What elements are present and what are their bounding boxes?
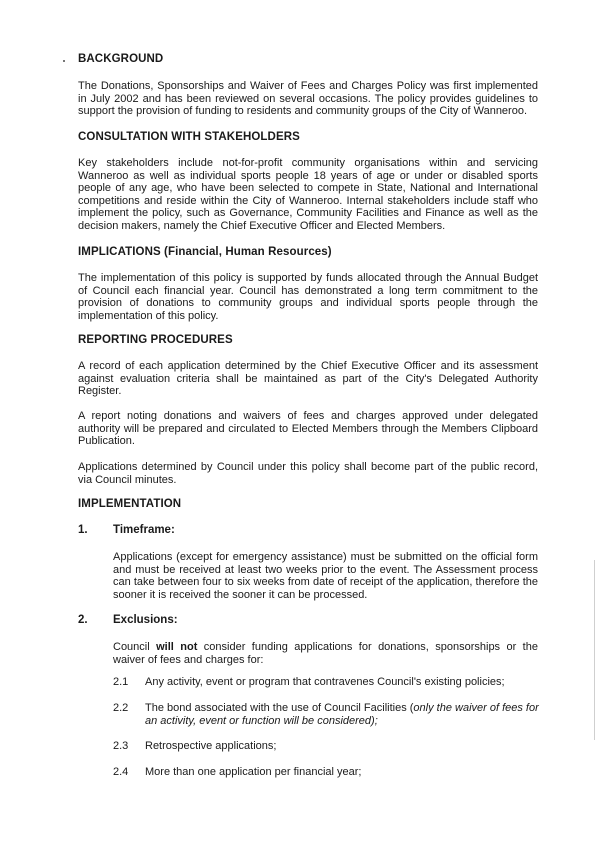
exclusion-text: Any activity, event or program that contravenes Council's existing policies; <box>145 676 505 688</box>
reporting-paragraph-2: A report noting donations and waivers of fees and charges approved under delegated authority will be prepared and circulated to Elected Members through the Members Clipboard Publication. <box>78 410 538 448</box>
exclusion-number: 2.1 <box>113 676 129 688</box>
exclusion-text: More than one application per financial year; <box>145 766 362 778</box>
reporting-paragraph-1: A record of each application determined by the Chief Executive Officer and its assessment against evaluation criteria shall be maintained as part of the City's Delegated Authority Register. <box>78 360 538 398</box>
item-number-exclusions: 2. <box>78 614 88 626</box>
timeframe-text: Applications (except for emergency assistance) must be submitted on the official form and must be received at least two weeks prior to the event. The Assessment process can take between four to six weeks from date of receipt of the application, therefore the sooner it is received the sooner it can be processed. <box>113 551 538 601</box>
section-heading-background: BACKGROUND <box>78 53 164 65</box>
exclusions-intro: Council will not consider funding applications for donations, sponsorships or the waiver of fees and charges for: <box>113 641 538 666</box>
subheading-exclusions: Exclusions: <box>113 614 178 626</box>
scan-mark <box>63 60 65 62</box>
section-heading-implications: IMPLICATIONS (Financial, Human Resources) <box>78 246 332 258</box>
exclusion-text: The bond associated with the use of Council Facilities (only the waiver of fees for an activity, event or function will be considered); <box>145 702 539 727</box>
exclusion-number: 2.3 <box>113 740 129 752</box>
exclusion-number: 2.2 <box>113 702 129 714</box>
implications-text: The implementation of this policy is supported by funds allocated through the Annual Budget of Council each financial year. Council has demonstrated a long term commitment to the provision of donations to community groups and individual sports people through the implementation of this policy. <box>78 272 538 322</box>
reporting-paragraph-3: Applications determined by Council under this policy shall become part of the public record, via Council minutes. <box>78 461 538 486</box>
section-heading-consultation: CONSULTATION WITH STAKEHOLDERS <box>78 131 300 143</box>
consultation-text: Key stakeholders include not-for-profit community organisations within and servicing Wanneroo as well as individual sports people 18 years of age or under or disabled sports people of any age, who have been selected to compete in State, National and International competitions and reside within the City of Wanneroo. Internal stakeholders include staff who implement the policy, such as Governance, Community Facilities and Finance as well as the decision makers, namely the Chief Executive Officer and Elected Members. <box>78 157 538 232</box>
section-heading-reporting: REPORTING PROCEDURES <box>78 334 233 346</box>
scan-edge-mark <box>594 560 595 740</box>
item-number-timeframe: 1. <box>78 524 88 536</box>
background-text: The Donations, Sponsorships and Waiver of Fees and Charges Policy was first implemented in July 2002 and has been reviewed on several occasions. The policy provides guidelines to support the provision of funding to residents and community groups of the City of Wanneroo. <box>78 80 538 118</box>
exclusion-number: 2.4 <box>113 766 129 778</box>
subheading-timeframe: Timeframe: <box>113 524 175 536</box>
emphasis-will-not: will not <box>156 641 198 653</box>
section-heading-implementation: IMPLEMENTATION <box>78 498 182 510</box>
exclusion-text: Retrospective applications; <box>145 740 277 752</box>
